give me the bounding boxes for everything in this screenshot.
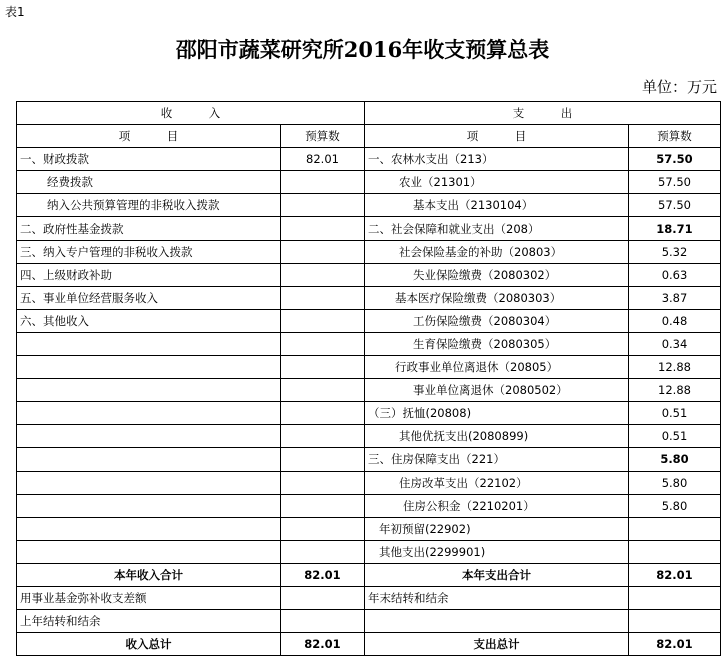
page-title: 邵阳市蔬菜研究所2016年收支预算总表 — [175, 37, 550, 62]
expense-value: 5.80 — [629, 494, 721, 517]
table-row — [17, 309, 721, 332]
table-label: 表1 — [5, 5, 25, 19]
expense-header: 支 出 — [365, 102, 721, 125]
income-value — [281, 494, 365, 517]
fund-balance-value — [281, 586, 365, 609]
table-row — [17, 332, 721, 355]
income-value — [281, 471, 365, 494]
income-value — [281, 448, 365, 471]
header-row-section — [17, 102, 721, 125]
income-item: 纳入公共预算管理的非税收入拨款 — [17, 194, 281, 217]
expense-value: 0.34 — [629, 332, 721, 355]
income-total-label: 本年收入合计 — [17, 563, 281, 586]
expense-value: 0.48 — [629, 309, 721, 332]
table-row — [17, 356, 721, 379]
year-end-value — [629, 586, 721, 609]
income-value — [281, 379, 365, 402]
income-value — [281, 356, 365, 379]
income-value — [281, 240, 365, 263]
expense-budget-header: 预算数 — [629, 125, 721, 148]
expense-item: 社会保险基金的补助（20803） — [365, 240, 629, 263]
grand-income-label: 收入总计 — [17, 633, 281, 656]
income-item — [17, 356, 281, 379]
year-end-label: 年末结转和结余 — [365, 586, 629, 609]
expense-item: 工伤保险缴费（2080304） — [365, 309, 629, 332]
table-row — [17, 586, 721, 609]
prev-year-label: 上年结转和结余 — [17, 610, 281, 633]
table-row — [17, 610, 721, 633]
table-row — [17, 171, 721, 194]
expense-value — [629, 540, 721, 563]
table-row — [17, 517, 721, 540]
income-value — [281, 402, 365, 425]
expense-value: 57.50 — [629, 148, 721, 171]
table-row — [17, 148, 721, 171]
expense-item: 行政事业单位离退休（20805） — [365, 356, 629, 379]
prev-year-value — [281, 610, 365, 633]
expense-value: 18.71 — [629, 217, 721, 240]
expense-item: （三）抚恤(20808) — [365, 402, 629, 425]
expense-value: 12.88 — [629, 356, 721, 379]
fund-balance-label: 用事业基金弥补收支差额 — [17, 586, 281, 609]
income-value — [281, 217, 365, 240]
expense-item: 住房公积金（2210201） — [365, 494, 629, 517]
table-row — [17, 448, 721, 471]
income-item — [17, 332, 281, 355]
expense-total-label: 本年支出合计 — [365, 563, 629, 586]
income-item: 六、其他收入 — [17, 309, 281, 332]
income-item-header: 项 目 — [17, 125, 281, 148]
expense-item: 生育保险缴费（2080305） — [365, 332, 629, 355]
income-value — [281, 309, 365, 332]
expense-item: 一、农林水支出（213） — [365, 148, 629, 171]
expense-value: 0.51 — [629, 425, 721, 448]
grand-total-row — [17, 633, 721, 656]
header-row-columns — [17, 125, 721, 148]
table-row — [17, 263, 721, 286]
income-item: 五、事业单位经营服务收入 — [17, 286, 281, 309]
income-item — [17, 448, 281, 471]
expense-value: 57.50 — [629, 171, 721, 194]
table-row — [17, 402, 721, 425]
grand-expense-label: 支出总计 — [365, 633, 629, 656]
expense-value: 0.63 — [629, 263, 721, 286]
expense-item-header: 项 目 — [365, 125, 629, 148]
expense-value: 0.51 — [629, 402, 721, 425]
table-row — [17, 194, 721, 217]
income-total-value: 82.01 — [281, 563, 365, 586]
income-value — [281, 540, 365, 563]
table-row — [17, 494, 721, 517]
expense-value: 57.50 — [629, 194, 721, 217]
unit-label: 单位：万元 — [641, 78, 717, 96]
expense-item: 二、社会保障和就业支出（208） — [365, 217, 629, 240]
income-header: 收 入 — [17, 102, 365, 125]
table-row — [17, 379, 721, 402]
expense-value: 5.32 — [629, 240, 721, 263]
table-row — [17, 471, 721, 494]
table-row — [17, 425, 721, 448]
income-value — [281, 194, 365, 217]
expense-item: 基本医疗保险缴费（2080303） — [365, 286, 629, 309]
expense-value: 5.80 — [629, 448, 721, 471]
table-row — [17, 286, 721, 309]
income-value — [281, 425, 365, 448]
expense-value: 3.87 — [629, 286, 721, 309]
income-value — [281, 263, 365, 286]
income-value — [281, 171, 365, 194]
empty-cell — [629, 610, 721, 633]
expense-item: 事业单位离退休（2080502） — [365, 379, 629, 402]
income-item — [17, 425, 281, 448]
expense-value — [629, 517, 721, 540]
expense-value: 12.88 — [629, 379, 721, 402]
income-item: 经费拨款 — [17, 171, 281, 194]
income-budget-header: 预算数 — [281, 125, 365, 148]
income-value — [281, 332, 365, 355]
income-item — [17, 517, 281, 540]
expense-item: 年初预留(22902) — [365, 517, 629, 540]
grand-expense-value: 82.01 — [629, 633, 721, 656]
income-item: 四、上级财政补助 — [17, 263, 281, 286]
grand-income-value: 82.01 — [281, 633, 365, 656]
income-item: 一、财政拨款 — [17, 148, 281, 171]
expense-item: 农业（21301） — [365, 171, 629, 194]
income-item — [17, 402, 281, 425]
income-value — [281, 517, 365, 540]
expense-item: 其他优抚支出(2080899) — [365, 425, 629, 448]
expense-item: 三、住房保障支出（221） — [365, 448, 629, 471]
income-value — [281, 286, 365, 309]
income-value: 82.01 — [281, 148, 365, 171]
expense-item: 其他支出(2299901) — [365, 540, 629, 563]
expense-item: 失业保险缴费（2080302） — [365, 263, 629, 286]
table-row — [17, 540, 721, 563]
expense-value: 5.80 — [629, 471, 721, 494]
table-row — [17, 240, 721, 263]
empty-cell — [365, 610, 629, 633]
income-item: 二、政府性基金拨款 — [17, 217, 281, 240]
expense-item: 住房改革支出（22102） — [365, 471, 629, 494]
expense-item: 基本支出（2130104） — [365, 194, 629, 217]
budget-table — [16, 101, 721, 656]
income-item — [17, 494, 281, 517]
total-row — [17, 563, 721, 586]
income-item — [17, 540, 281, 563]
income-item — [17, 471, 281, 494]
income-item — [17, 379, 281, 402]
income-item: 三、纳入专户管理的非税收入拨款 — [17, 240, 281, 263]
table-row — [17, 217, 721, 240]
expense-total-value: 82.01 — [629, 563, 721, 586]
